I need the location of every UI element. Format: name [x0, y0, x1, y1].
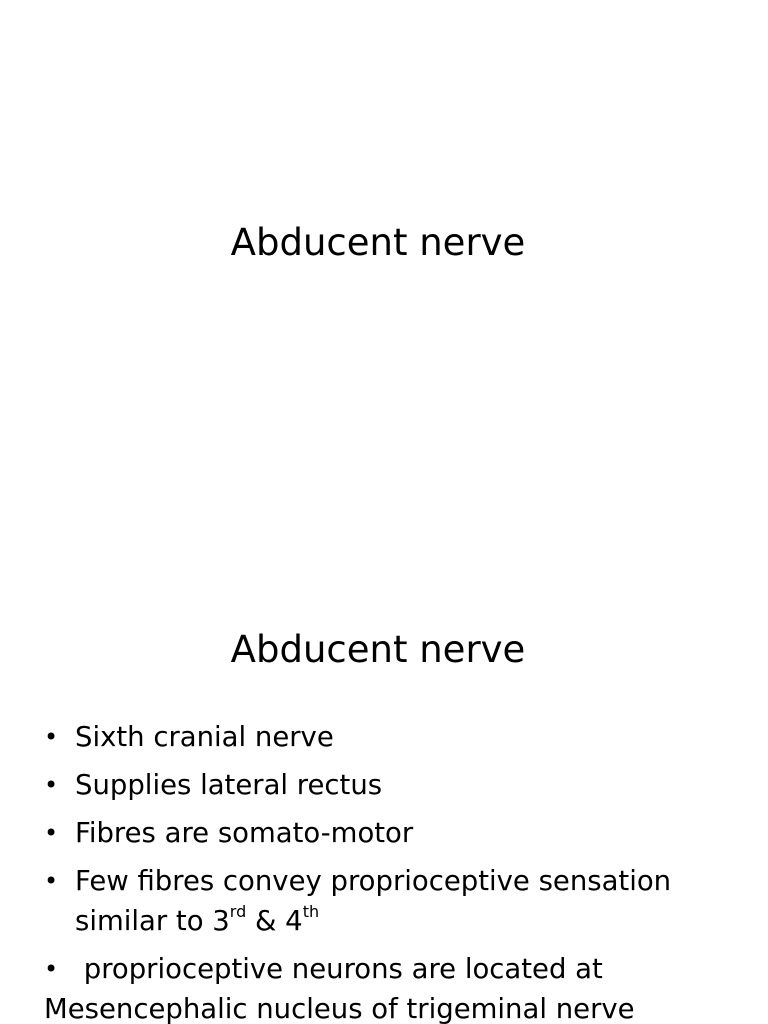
content-slide [0, 435, 768, 1024]
bullet-text: Sixth cranial nerve [75, 721, 334, 753]
bullet-text-line-2 [75, 901, 744, 941]
list-item [44, 765, 744, 805]
bullet-text-line-1: proprioceptive neurons are located at [75, 953, 603, 985]
list-item [44, 949, 744, 1024]
list-item [44, 861, 744, 941]
title-slide [0, 0, 768, 435]
slide-title: Abducent nerve [230, 628, 526, 671]
bullet-list [44, 717, 744, 1024]
bullet-text: Supplies lateral rectus [75, 769, 383, 801]
bullet-text: Fibres are somato-motor [75, 817, 414, 849]
bullet-text-line-1: Few fibres convey proprioceptive sensation [75, 865, 672, 897]
bullet-dot-icon: • [44, 955, 59, 983]
bullet-dot-icon: • [44, 771, 59, 799]
bullet-text-prefix: similar to 3 [75, 905, 230, 937]
bullet-text-middle: & 4 [246, 905, 303, 937]
slide-title: Abducent nerve [230, 221, 526, 264]
bullet-dot-icon: • [44, 819, 59, 847]
list-item [44, 813, 744, 853]
list-item [44, 717, 744, 757]
superscript-ordinal: rd [229, 901, 247, 921]
bullet-text-line-2: Mesencephalic nucleus of trigeminal nerve [44, 993, 635, 1024]
superscript-ordinal: th [302, 901, 320, 921]
bullet-dot-icon: • [44, 723, 59, 751]
bullet-dot-icon: • [44, 867, 59, 895]
